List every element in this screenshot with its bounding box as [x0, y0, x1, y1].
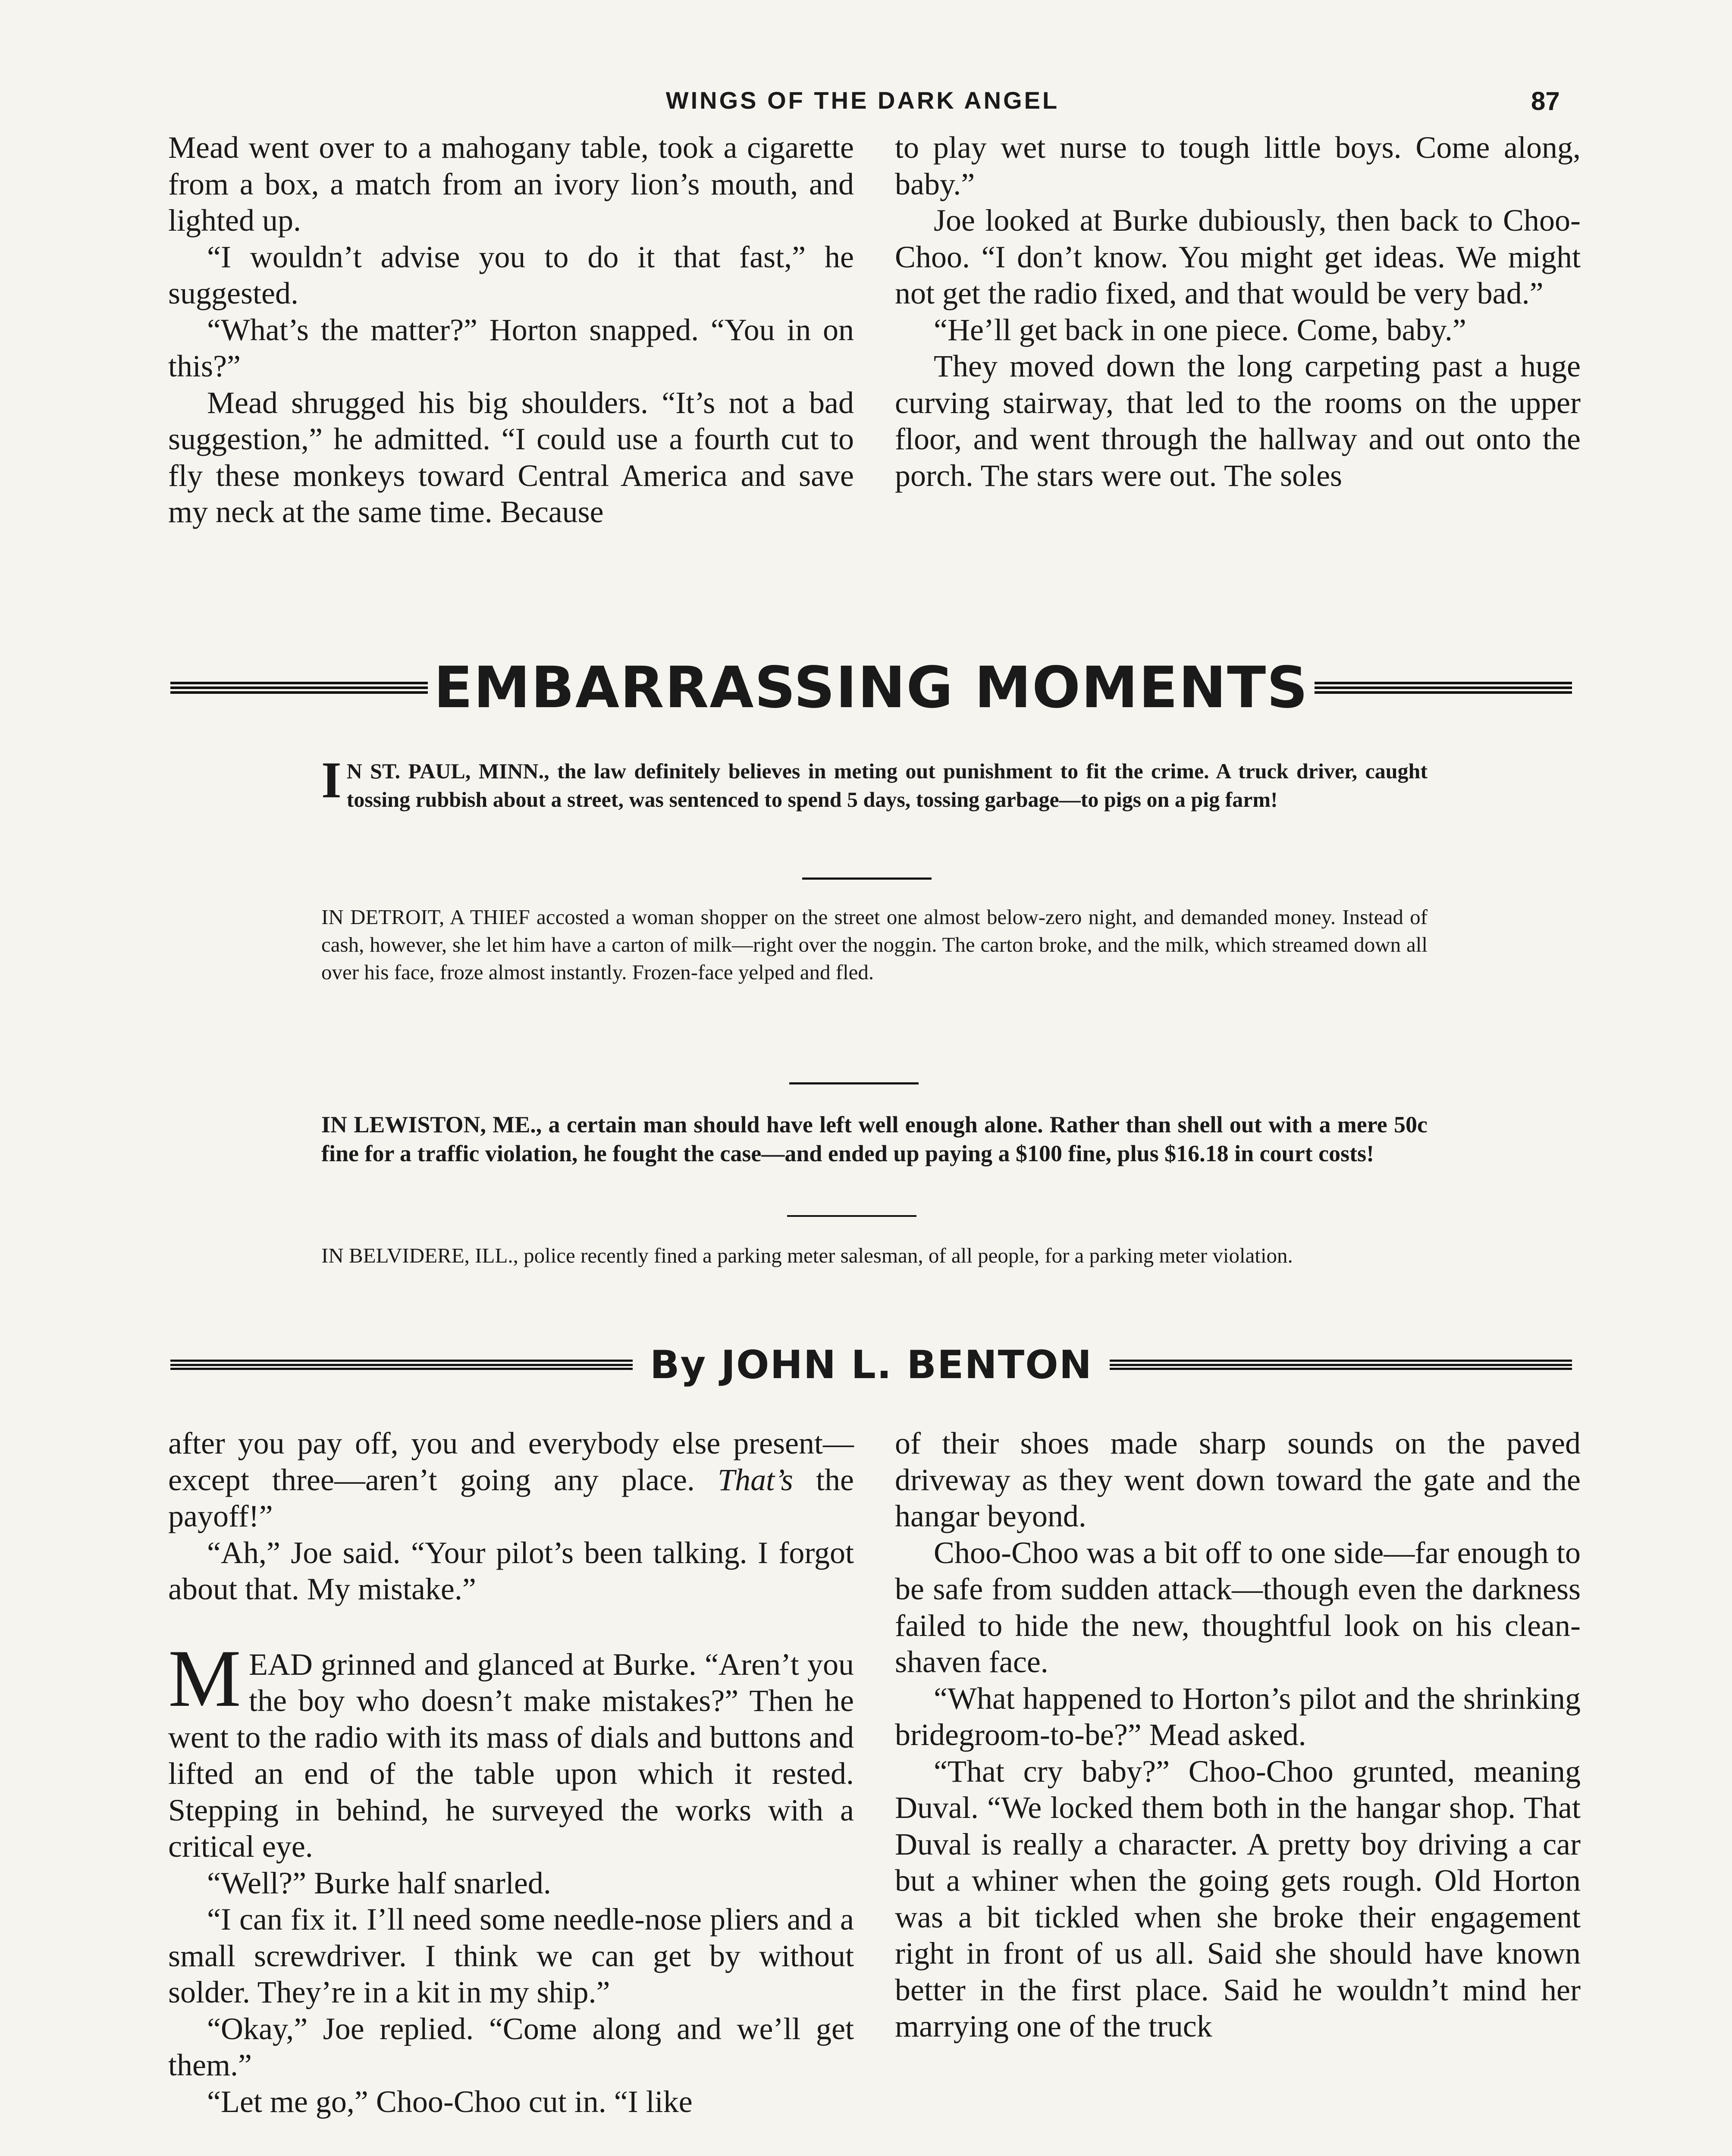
- paragraph: “Okay,” Joe replied. “Come along and we’ll get them.”: [168, 2011, 854, 2082]
- paragraph-text: EAD grinned and glanced at Burke. “Aren’t you the boy who doesn’t make mistakes?” Then he went to the radio with its mass of dials and buttons and lifted an end of the table upon which it rested. Stepping in behind, he surveyed the works with a critical eye.: [168, 1647, 854, 1864]
- paragraph: Choo-Choo was a bit off to one side—far enough to be safe from sudden attack—though even the darkness failed to hide the new, thoughtful look on his clean-shaven face.: [895, 1535, 1581, 1679]
- paragraph: “He’ll get back in one piece. Come, baby.”: [934, 312, 1466, 347]
- separator-rule: [802, 877, 932, 880]
- byline-rule-left: [170, 1360, 633, 1370]
- running-head: WINGS OF THE DARK ANGEL: [665, 87, 1060, 114]
- paragraph: “I wouldn’t advise you to do it that fast,” he suggested.: [168, 239, 854, 310]
- anecdote-detroit: IN DETROIT, A THIEF accosted a woman shopper on the street one almost below-zero night, and demanded money. Instead of cash, however, she let him have a carton of milk—right over the noggin. The carton broke, and the milk, which streamed down all over his face, froze almost instantly. Frozen-face yelped and fled.: [321, 905, 1428, 984]
- emphasis-text: That’s: [718, 1462, 793, 1497]
- anecdote-text: N ST. PAUL, MINN., the law definitely believes in meting out punishment to fit the crime. A truck driver, caught tossing rubbish about a street, was sentenced to spend 5 days, tossing garbage—to pigs on a pig farm!: [346, 759, 1428, 812]
- paragraph: They moved down the long carpeting past a huge curving stairway, that led to the rooms on the upper floor, and went through the hallway and out onto the porch. The stars were out. The soles: [895, 349, 1581, 493]
- paragraph: “What’s the matter?” Horton snapped. “You in on this?”: [168, 312, 854, 383]
- box-heading: EMBARRASSING MOMENTS: [433, 655, 1309, 721]
- anecdote-lewiston: IN LEWISTON, ME., a certain man should have left well enough alone. Rather than shell out with a mere 50c fine for a traffic violation, he fought the case—and ended up paying a $100 fine, plus $16.18 in court costs!: [321, 1112, 1428, 1166]
- top-right-column: [895, 129, 1581, 494]
- box-heading-row: [170, 655, 1572, 720]
- byline: By JOHN L. BENTON: [650, 1342, 1093, 1388]
- separator-rule: [789, 1082, 919, 1084]
- anecdote-st-paul: [321, 751, 1428, 814]
- byline-rule-right: [1110, 1360, 1572, 1370]
- separator-rule: [787, 1215, 916, 1217]
- paragraph: to play wet nurse to tough little boys. Come along, baby.”: [895, 130, 1581, 201]
- paragraph: Mead shrugged his big shoulders. “It’s not a bad suggestion,” he admitted. “I could use a fourth cut to fly these monkeys toward Central America and save my neck at the same time. Because: [168, 385, 854, 529]
- paragraph: “What happened to Horton’s pilot and the shrinking bridegroom-to-be?” Mead asked.: [895, 1681, 1581, 1752]
- paragraph: “That cry baby?” Choo-Choo grunted, meaning Duval. “We locked them both in the hangar shop. That Duval is really a character. A pretty boy driving a car but a whiner when the going gets rough. Old Horton was a bit tickled when she broke their engagement right in front of us all. Said she should have known better in the first place. Said he wouldn’t mind her marrying one of the truck: [895, 1754, 1581, 2043]
- paragraph: Joe looked at Burke dubiously, then back to Choo-Choo. “I don’t know. You might get ideas. We might not get the radio fixed, and that would be very bad.”: [895, 203, 1581, 310]
- paragraph: Mead went over to a mahogany table, took a cigarette from a box, a match from an ivory lion’s mouth, and lighted up.: [168, 130, 854, 238]
- page-number: 87: [1531, 87, 1560, 116]
- top-left-column: [168, 129, 854, 530]
- initial-letter: I: [321, 751, 342, 808]
- anecdote-belvidere: IN BELVIDERE, ILL., police recently fined a parking meter salesman, of all people, for a parking meter violation.: [321, 1244, 1293, 1267]
- paragraph: “Ah,” Joe said. “Your pilot’s been talking. I forgot about that. My mistake.”: [168, 1535, 854, 1606]
- paragraph: [168, 1425, 854, 1535]
- paragraph: “Well?” Burke half snarled.: [207, 1865, 551, 1900]
- heading-rule-right: [1315, 682, 1572, 694]
- paragraph-text: the payoff!”: [168, 1462, 854, 1533]
- paragraph-text: after you pay off, you and everybody else present—except three—aren’t going any place.: [168, 1426, 854, 1497]
- paragraph: of their shoes made sharp sounds on the paved driveway as they went down toward the gate and the hangar beyond.: [895, 1426, 1581, 1533]
- bottom-left-column: [168, 1425, 854, 2120]
- paragraph: “Let me go,” Choo-Choo cut in. “I like: [207, 2084, 693, 2119]
- heading-rule-left: [170, 682, 428, 694]
- paragraph: “I can fix it. I’ll need some needle-nose pliers and a small screwdriver. I think we can get by without solder. They’re in a kit in my ship.”: [168, 1902, 854, 2009]
- drop-cap: M: [168, 1633, 241, 1724]
- paragraph-with-dropcap: [168, 1633, 854, 1865]
- byline-row: [170, 1339, 1572, 1391]
- bottom-right-column: [895, 1425, 1581, 2045]
